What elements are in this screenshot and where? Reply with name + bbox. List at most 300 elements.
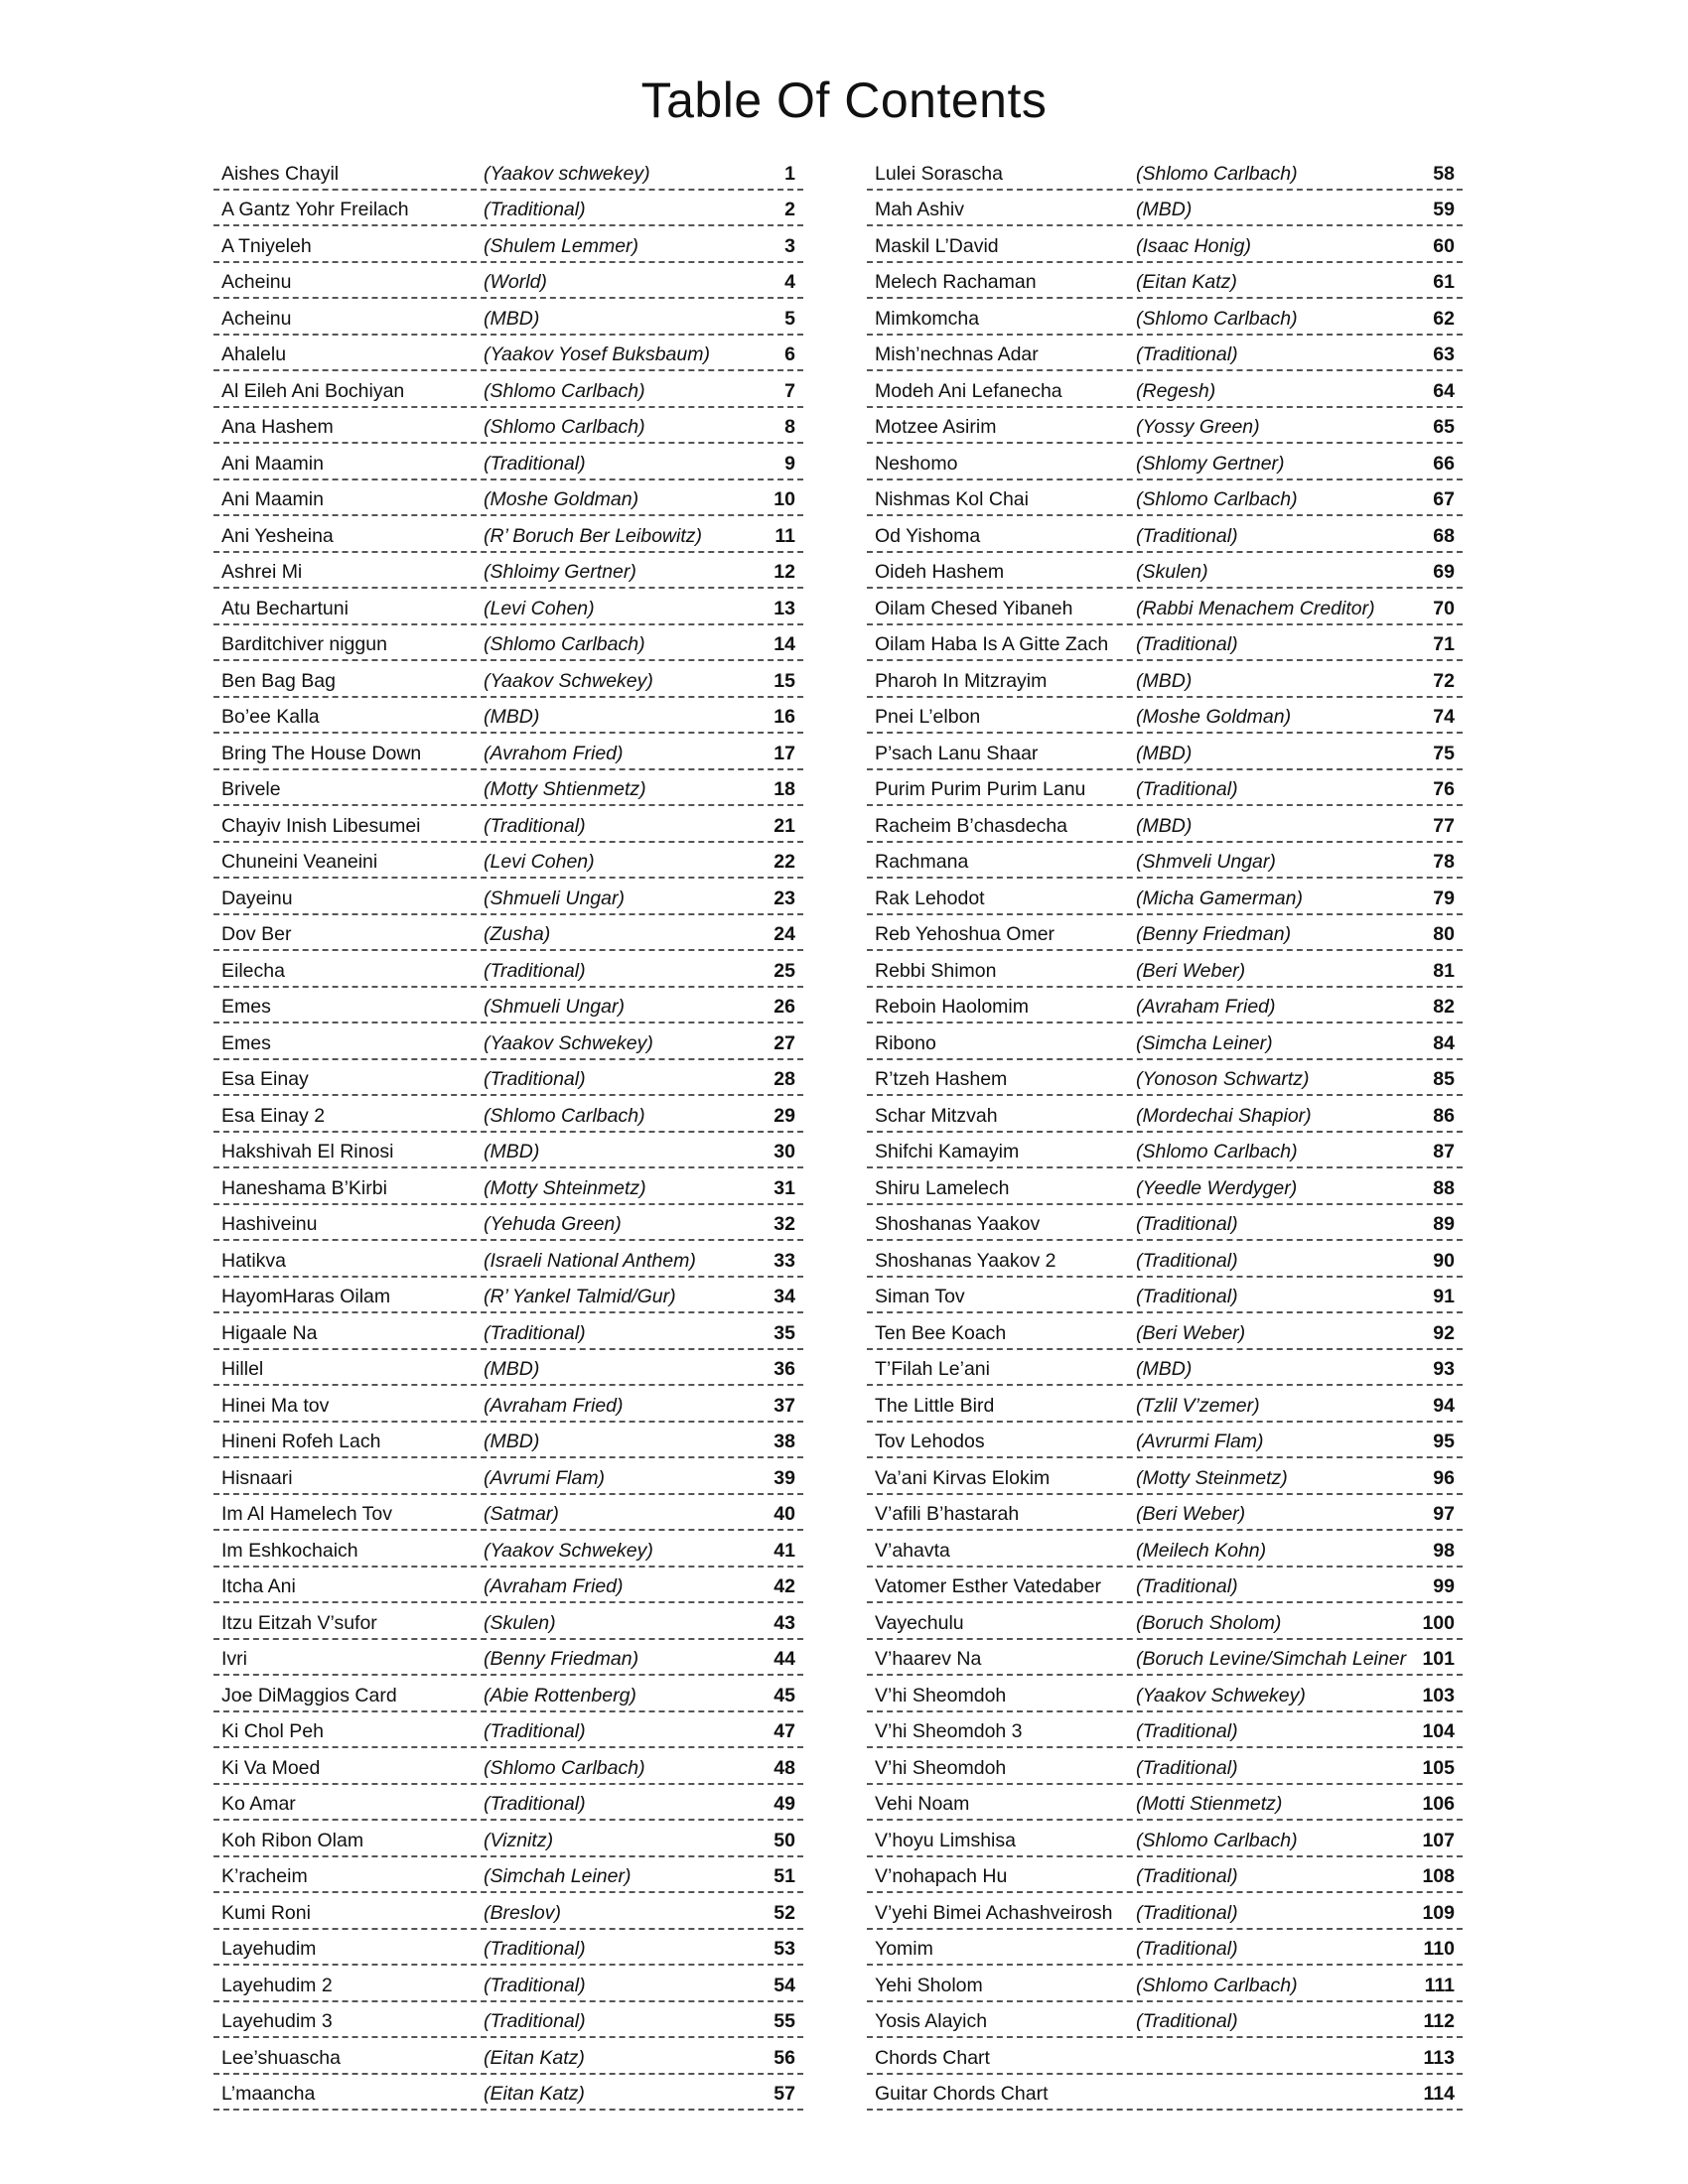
toc-entry <box>867 1676 1463 1712</box>
page-number: 70 <box>1433 597 1455 619</box>
song-artist: (MBD) <box>484 1431 540 1452</box>
song-title: Brivele <box>221 778 281 800</box>
page-number: 35 <box>774 1321 795 1344</box>
page-number: 75 <box>1433 742 1455 764</box>
song-title: Hashiveinu <box>221 1213 318 1235</box>
song-artist: (Traditional) <box>484 1974 586 1996</box>
song-artist: (Boruch Levine/Simchah Leiner <box>1136 1648 1407 1670</box>
song-artist: (Motty Shtienmetz) <box>484 778 646 800</box>
page-number: 78 <box>1433 851 1455 873</box>
song-artist: (R’ Boruch Ber Leibowitz) <box>484 524 703 547</box>
page-number: 29 <box>774 1104 795 1127</box>
page-number: 77 <box>1433 814 1455 837</box>
song-artist: (Beri Weber) <box>1136 959 1246 982</box>
page-number: 80 <box>1433 923 1455 945</box>
page-number: 3 <box>784 234 795 257</box>
song-artist: (Yehuda Green) <box>484 1213 622 1235</box>
page-number: 97 <box>1433 1503 1455 1525</box>
toc-entry <box>213 1024 803 1060</box>
toc-entry <box>213 1423 803 1459</box>
song-artist: (MBD) <box>1136 742 1193 764</box>
page-number: 92 <box>1433 1321 1455 1344</box>
song-artist: (Traditional) <box>484 959 586 982</box>
toc-entry <box>867 988 1463 1024</box>
song-title: Oilam Haba Is A Gitte Zach <box>875 633 1109 655</box>
page-number: 113 <box>1423 2046 1455 2069</box>
page-number: 23 <box>774 887 795 909</box>
song-title: Ribono <box>875 1031 936 1054</box>
song-title: Higaale Na <box>221 1321 318 1344</box>
song-title: Reb Yehoshua Omer <box>875 923 1055 945</box>
page-number: 56 <box>774 2046 795 2069</box>
song-title: Ashrei Mi <box>221 561 303 583</box>
page-number: 13 <box>774 597 795 619</box>
toc-entry <box>867 1603 1463 1640</box>
song-title: Od Yishoma <box>875 524 981 547</box>
page-number: 79 <box>1433 887 1455 909</box>
song-artist: (Eitan Katz) <box>484 2083 585 2105</box>
toc-entry <box>867 770 1463 807</box>
song-artist: (Traditional) <box>484 1793 586 1815</box>
toc-entry <box>213 336 803 372</box>
song-title: Yehi Sholom <box>875 1974 983 1996</box>
toc-entry <box>867 1133 1463 1169</box>
song-title: Layehudim <box>221 1938 317 1960</box>
song-artist: (Shlomo Carlbach) <box>484 633 645 655</box>
song-artist: (MBD) <box>484 1141 540 1162</box>
song-title: Kumi Roni <box>221 1901 311 1924</box>
song-artist: (Avrurmi Flam) <box>1136 1431 1264 1452</box>
song-artist: (Shulem Lemmer) <box>484 234 639 257</box>
song-artist: (Mordechai Shapior) <box>1136 1104 1312 1127</box>
song-artist: (Traditional) <box>1136 778 1238 800</box>
song-title: Yosis Alayich <box>875 2010 988 2032</box>
song-artist: (MBD) <box>484 307 540 330</box>
page-number: 10 <box>774 488 795 510</box>
toc-entry <box>867 480 1463 517</box>
song-title: Mish’nechnas Adar <box>875 343 1039 365</box>
toc-entry <box>867 879 1463 915</box>
song-artist: (Yeedle Werdyger) <box>1136 1176 1298 1199</box>
toc-entry <box>213 1205 803 1242</box>
page-number: 82 <box>1433 996 1455 1018</box>
toc-entry <box>867 698 1463 735</box>
page-number: 37 <box>774 1394 795 1417</box>
song-artist: (MBD) <box>1136 669 1193 692</box>
page-number: 24 <box>774 923 795 945</box>
page-number: 112 <box>1423 2010 1455 2032</box>
toc-entry <box>867 1785 1463 1822</box>
song-artist: (Motti Stienmetz) <box>1136 1793 1283 1815</box>
toc-entry <box>867 625 1463 662</box>
song-title: Acheinu <box>221 307 292 330</box>
song-artist: (Shlomo Carlbach) <box>1136 1974 1298 1996</box>
song-artist: (Avraham Fried) <box>1136 996 1276 1018</box>
song-artist: (Motty Steinmetz) <box>1136 1466 1288 1489</box>
page-number: 94 <box>1433 1394 1455 1417</box>
song-title: Mah Ashiv <box>875 199 964 220</box>
page-number: 106 <box>1422 1793 1455 1815</box>
page-number: 38 <box>774 1431 795 1452</box>
page-number: 60 <box>1433 234 1455 257</box>
page-number: 17 <box>774 742 795 764</box>
song-artist: (Traditional) <box>1136 1901 1238 1924</box>
song-title: Pnei L’elbon <box>875 706 981 728</box>
toc-entry <box>213 1748 803 1785</box>
song-title: Ahalelu <box>221 343 287 365</box>
song-title: Nishmas Kol Chai <box>875 488 1029 510</box>
song-artist: (Traditional) <box>484 1321 586 1344</box>
toc-entry <box>867 191 1463 227</box>
song-title: Hinei Ma tov <box>221 1394 330 1417</box>
song-artist: (Tzlil V’zemer) <box>1136 1394 1260 1417</box>
song-title: Shiru Lamelech <box>875 1176 1010 1199</box>
toc-entry <box>867 1060 1463 1097</box>
toc-entry <box>867 516 1463 553</box>
toc-entry <box>867 1531 1463 1568</box>
toc-entry <box>867 553 1463 590</box>
song-title: L’maancha <box>221 2083 316 2105</box>
toc-entry <box>213 1568 803 1604</box>
page-number: 49 <box>774 1793 795 1815</box>
toc-entry <box>213 1785 803 1822</box>
song-title: Acheinu <box>221 271 292 293</box>
song-artist: (Traditional) <box>484 1938 586 1960</box>
toc-entry <box>867 951 1463 988</box>
toc-entry <box>867 1205 1463 1242</box>
song-artist: (Rabbi Menachem Creditor) <box>1136 597 1375 619</box>
toc-left-column <box>213 154 803 2111</box>
song-artist: (MBD) <box>484 706 540 728</box>
song-title: Va’ani Kirvas Elokim <box>875 1466 1051 1489</box>
song-artist: (Traditional) <box>1136 1213 1238 1235</box>
page-number: 110 <box>1423 1938 1455 1960</box>
toc-entry <box>213 806 803 843</box>
page-number: 16 <box>774 706 795 728</box>
song-title: Oideh Hashem <box>875 561 1005 583</box>
toc-right-column <box>867 154 1463 2111</box>
toc-entry <box>213 1640 803 1677</box>
toc-entry <box>213 1350 803 1387</box>
page-number: 67 <box>1433 488 1455 510</box>
page-number: 54 <box>774 1974 795 1996</box>
page-number: 101 <box>1422 1648 1455 1670</box>
song-artist: (Yaakov Schwekey) <box>484 1031 653 1054</box>
song-title: Al Eileh Ani Bochiyan <box>221 379 405 402</box>
toc-entry <box>867 371 1463 408</box>
page-number: 50 <box>774 1829 795 1851</box>
page-number: 93 <box>1433 1358 1455 1380</box>
toc-entry <box>867 589 1463 625</box>
song-title: Barditchiver niggun <box>221 633 387 655</box>
page-number: 45 <box>774 1684 795 1706</box>
toc-entry <box>867 1821 1463 1857</box>
toc-entry <box>213 2038 803 2075</box>
song-title: V’yehi Bimei Achashveirosh <box>875 1901 1113 1924</box>
song-artist: (Boruch Sholom) <box>1136 1611 1282 1634</box>
toc-entry <box>867 2038 1463 2075</box>
song-artist: (Shlomo Carlbach) <box>484 1756 645 1779</box>
page-number: 42 <box>774 1575 795 1597</box>
song-title: Joe DiMaggios Card <box>221 1684 397 1706</box>
toc-entry <box>213 299 803 336</box>
page-number: 52 <box>774 1901 795 1924</box>
page-number: 84 <box>1433 1031 1455 1054</box>
page-number: 43 <box>774 1611 795 1634</box>
page-number: 62 <box>1433 307 1455 330</box>
page-number: 34 <box>774 1286 795 1307</box>
song-title: V’afili B’hastarah <box>875 1503 1020 1525</box>
song-artist: (Shlomo Carlbach) <box>1136 307 1298 330</box>
page-number: 111 <box>1424 1974 1455 1996</box>
song-title: Itzu Eitzah V’sufor <box>221 1611 377 1634</box>
toc-entry <box>213 1821 803 1857</box>
song-title: Dayeinu <box>221 887 293 909</box>
toc-entry <box>867 226 1463 263</box>
song-title: Koh Ribon Olam <box>221 1829 364 1851</box>
toc-entry <box>867 915 1463 952</box>
song-artist: (Shlomo Carlbach) <box>1136 1829 1298 1851</box>
page-number: 22 <box>774 851 795 873</box>
toc-entry <box>867 1893 1463 1930</box>
song-title: Siman Tov <box>875 1286 965 1307</box>
song-title: Purim Purim Purim Lanu <box>875 778 1086 800</box>
toc-entry <box>213 843 803 880</box>
song-title: Ani Maamin <box>221 488 324 510</box>
song-artist: (Traditional) <box>1136 1756 1238 1779</box>
page-number: 95 <box>1433 1431 1455 1452</box>
song-title: T’Filah Le’ani <box>875 1358 990 1380</box>
page-number: 85 <box>1433 1068 1455 1090</box>
page-number: 53 <box>774 1938 795 1960</box>
page-number: 109 <box>1422 1901 1455 1924</box>
toc-entry <box>867 843 1463 880</box>
song-artist: (Yaakov Schwekey) <box>484 1539 653 1562</box>
page-number: 59 <box>1433 199 1455 220</box>
toc-entry <box>213 371 803 408</box>
toc-entry <box>213 589 803 625</box>
song-title: Shoshanas Yaakov <box>875 1213 1041 1235</box>
song-title: Vayechulu <box>875 1611 964 1634</box>
toc-entry <box>867 1278 1463 1314</box>
page-number: 96 <box>1433 1466 1455 1489</box>
song-artist: (Benny Friedman) <box>1136 923 1292 945</box>
page-number: 36 <box>774 1358 795 1380</box>
toc-entry <box>867 1386 1463 1423</box>
page-number: 8 <box>784 416 795 438</box>
page-number: 58 <box>1433 162 1455 185</box>
song-artist: (Moshe Goldman) <box>484 488 639 510</box>
song-artist: (Traditional) <box>484 452 586 475</box>
toc-entry <box>213 480 803 517</box>
song-title: Hillel <box>221 1358 264 1380</box>
page-number: 74 <box>1433 706 1455 728</box>
page-number: 88 <box>1433 1176 1455 1199</box>
song-title: Tov Lehodos <box>875 1431 985 1452</box>
page-number: 87 <box>1433 1141 1455 1162</box>
page-number: 107 <box>1422 1829 1455 1851</box>
toc-entry <box>213 444 803 480</box>
song-artist: (Shmueli Ungar) <box>484 996 625 1018</box>
toc-entry <box>867 2002 1463 2039</box>
song-artist: (Avraham Fried) <box>484 1394 624 1417</box>
toc-entry <box>213 1278 803 1314</box>
toc-entry <box>867 661 1463 698</box>
page-number: 48 <box>774 1756 795 1779</box>
toc-entry <box>867 1313 1463 1350</box>
song-artist: (Traditional) <box>1136 633 1238 655</box>
page-number: 39 <box>774 1466 795 1489</box>
toc-entry <box>213 1458 803 1495</box>
toc-entry <box>867 444 1463 480</box>
toc-entry <box>867 734 1463 770</box>
song-artist: (Traditional) <box>484 2010 586 2032</box>
song-title: Rebbi Shimon <box>875 959 997 982</box>
song-title: Chords Chart <box>875 2046 990 2069</box>
toc-entry <box>867 408 1463 445</box>
song-title: R’tzeh Hashem <box>875 1068 1008 1090</box>
toc-entry <box>213 1096 803 1133</box>
song-artist: (MBD) <box>1136 814 1193 837</box>
song-title: Ten Bee Koach <box>875 1321 1007 1344</box>
toc-entry <box>867 1568 1463 1604</box>
toc-entry <box>213 770 803 807</box>
page-number: 55 <box>774 2010 795 2032</box>
song-title: Ko Amar <box>221 1793 296 1815</box>
song-artist: (Traditional) <box>484 1068 586 1090</box>
page-number: 65 <box>1433 416 1455 438</box>
song-artist: (Traditional) <box>1136 1720 1238 1742</box>
song-title: P’sach Lanu Shaar <box>875 742 1039 764</box>
toc-entry <box>213 2002 803 2039</box>
toc-entry <box>213 1168 803 1205</box>
song-artist: (Avrumi Flam) <box>484 1466 606 1489</box>
toc-entry <box>867 154 1463 191</box>
song-artist: (Eitan Katz) <box>1136 271 1237 293</box>
song-artist: (Abie Rottenberg) <box>484 1684 636 1706</box>
page-number: 30 <box>774 1141 795 1162</box>
song-artist: (Traditional) <box>1136 524 1238 547</box>
song-title: Itcha Ani <box>221 1575 296 1597</box>
song-artist: (Yaakov Schwekey) <box>1136 1684 1306 1706</box>
song-artist: (Shmveli Ungar) <box>1136 851 1276 873</box>
song-artist: (Breslov) <box>484 1901 562 1924</box>
song-title: Mimkomcha <box>875 307 980 330</box>
toc-entry <box>213 226 803 263</box>
song-artist: (Micha Gamerman) <box>1136 887 1303 909</box>
song-title: A Tniyeleh <box>221 234 312 257</box>
song-title: Emes <box>221 996 271 1018</box>
toc-entry <box>213 1060 803 1097</box>
song-artist: (Regesh) <box>1136 379 1216 402</box>
song-artist: (Simchah Leiner) <box>484 1865 632 1887</box>
toc-entry <box>213 154 803 191</box>
song-title: Ana Hashem <box>221 416 334 438</box>
page-number: 4 <box>784 271 795 293</box>
toc-entry <box>213 1676 803 1712</box>
page-number: 6 <box>784 343 795 365</box>
song-artist: (Traditional) <box>1136 343 1238 365</box>
song-artist: (Yaakov Schwekey) <box>484 669 653 692</box>
page-number: 89 <box>1433 1213 1455 1235</box>
song-title: Bring The House Down <box>221 742 422 764</box>
page-number: 63 <box>1433 343 1455 365</box>
toc-entry <box>867 1168 1463 1205</box>
toc-entry <box>867 1241 1463 1278</box>
song-title: V’ahavta <box>875 1539 950 1562</box>
page-number: 71 <box>1433 633 1455 655</box>
song-artist: (Yaakov schwekey) <box>484 162 650 185</box>
page-number: 98 <box>1433 1539 1455 1562</box>
page-number: 104 <box>1422 1720 1455 1742</box>
toc-entry <box>867 1930 1463 1967</box>
song-title: Hineni Rofeh Lach <box>221 1431 381 1452</box>
song-artist: (Shmueli Ungar) <box>484 887 625 909</box>
song-artist: (Shlomo Carlbach) <box>484 416 645 438</box>
page-number: 61 <box>1433 271 1455 293</box>
song-artist: (Yonoson Schwartz) <box>1136 1068 1310 1090</box>
page-number: 64 <box>1433 379 1455 402</box>
toc-entry <box>213 1966 803 2002</box>
toc-entry <box>213 263 803 300</box>
page-number: 28 <box>774 1068 795 1090</box>
toc-entry <box>213 191 803 227</box>
toc-entry <box>867 1748 1463 1785</box>
song-title: Pharoh In Mitzrayim <box>875 669 1048 692</box>
page-number: 32 <box>774 1213 795 1235</box>
toc-entry <box>213 661 803 698</box>
song-title: Vehi Noam <box>875 1793 970 1815</box>
song-title: Ben Bag Bag <box>221 669 336 692</box>
song-title: V’nohapach Hu <box>875 1865 1008 1887</box>
song-artist: (Zusha) <box>484 923 551 945</box>
toc-entry <box>213 988 803 1024</box>
song-title: Im Al Hamelech Tov <box>221 1503 392 1525</box>
song-title: Emes <box>221 1031 271 1054</box>
song-title: A Gantz Yohr Freilach <box>221 199 409 220</box>
page-number: 91 <box>1433 1286 1455 1307</box>
toc-entry <box>213 2075 803 2112</box>
toc-entry <box>213 1313 803 1350</box>
song-title: Haneshama B’Kirbi <box>221 1176 387 1199</box>
toc-entry <box>867 263 1463 300</box>
song-title: Ani Maamin <box>221 452 324 475</box>
song-artist: (R’ Yankel Talmid/Gur) <box>484 1286 676 1307</box>
page-number: 12 <box>774 561 795 583</box>
song-title: Hisnaari <box>221 1466 293 1489</box>
toc-entry <box>213 698 803 735</box>
song-artist: (Traditional) <box>1136 1865 1238 1887</box>
page-number: 9 <box>784 452 795 475</box>
song-artist: (Meilech Kohn) <box>1136 1539 1267 1562</box>
song-artist: (Shlomo Carlbach) <box>1136 1141 1298 1162</box>
page-number: 108 <box>1422 1865 1455 1887</box>
song-title: Yomim <box>875 1938 933 1960</box>
song-artist: (MBD) <box>1136 1358 1193 1380</box>
song-title: Rak Lehodot <box>875 887 985 909</box>
toc-entry <box>867 1096 1463 1133</box>
song-title: Melech Rachaman <box>875 271 1037 293</box>
song-title: Ivri <box>221 1648 247 1670</box>
song-artist: (Benny Friedman) <box>484 1648 639 1670</box>
toc-entry <box>867 1640 1463 1677</box>
page-number: 40 <box>774 1503 795 1525</box>
toc-entry <box>867 2075 1463 2112</box>
toc-entry <box>213 1603 803 1640</box>
song-title: The Little Bird <box>875 1394 995 1417</box>
song-title: V’hi Sheomdoh 3 <box>875 1720 1023 1742</box>
song-artist: (Traditional) <box>1136 1938 1238 1960</box>
